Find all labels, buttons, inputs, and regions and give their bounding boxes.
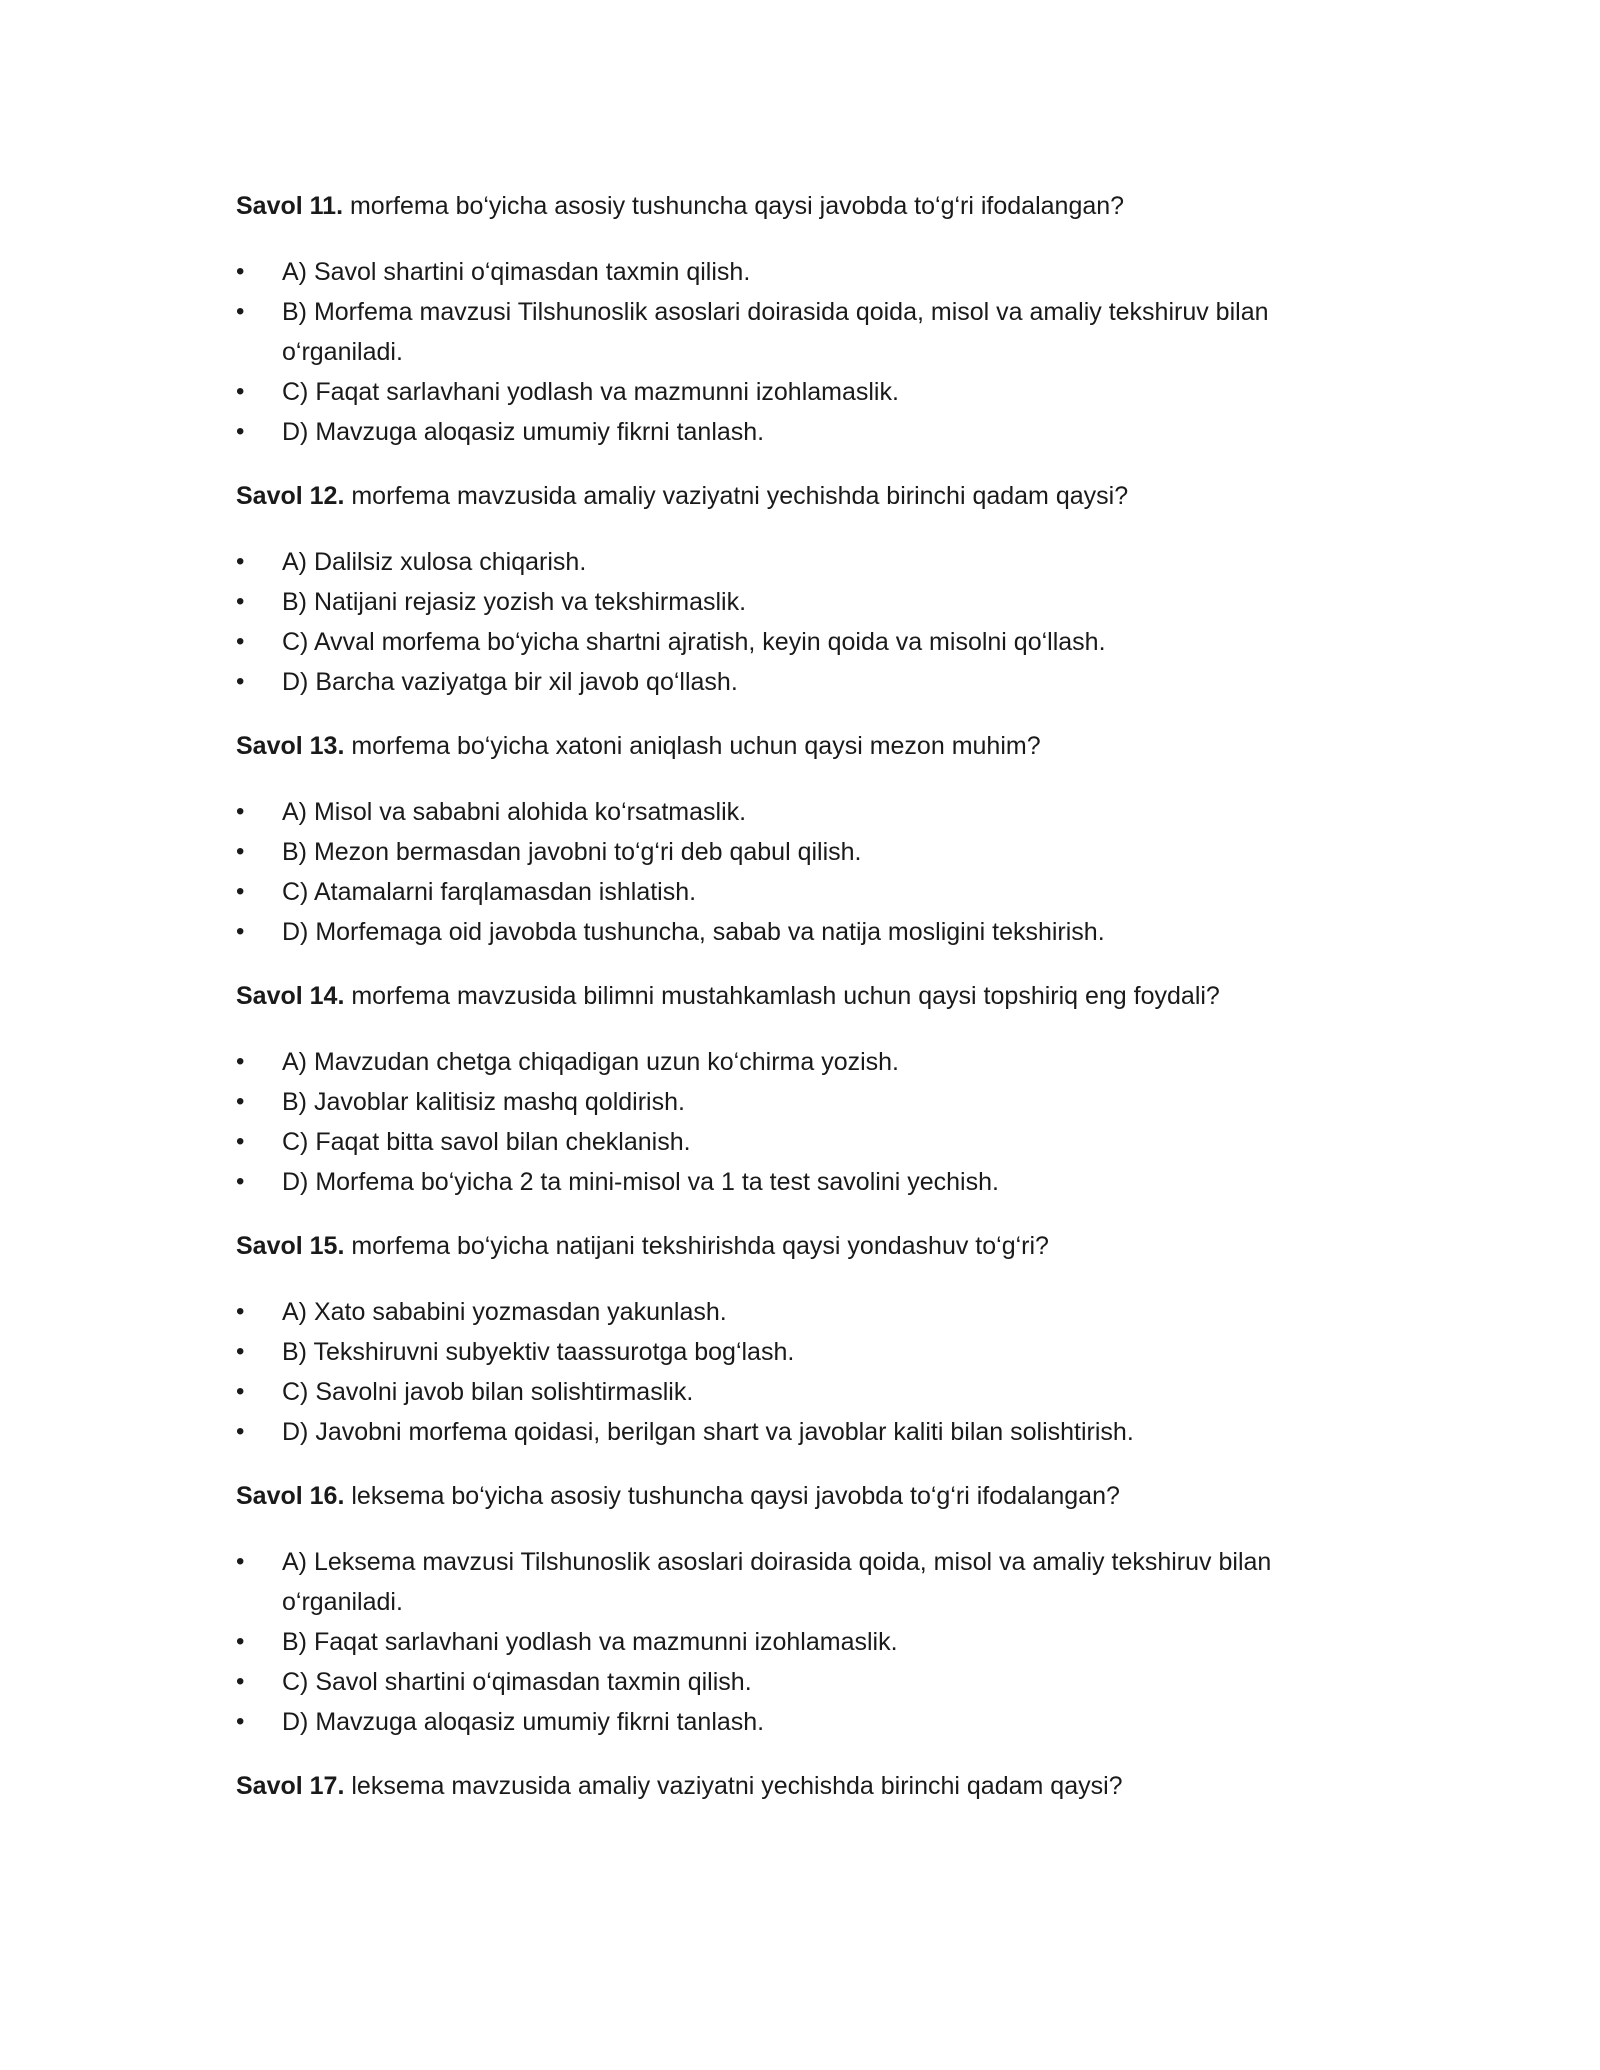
question-number: Savol 11. bbox=[236, 192, 344, 220]
answer-option-text: A) Xato sababini yozmasdan yakunlash. bbox=[282, 1298, 727, 1326]
answer-option-text: D) Mavzuga aloqasiz umumiy fikrni tanlash. bbox=[282, 418, 765, 446]
answer-option-text: A) Mavzudan chetga chiqadigan uzun ko‘chirma yozish. bbox=[282, 1048, 900, 1076]
answer-option-text: A) Misol va sababni alohida ko‘rsatmaslik. bbox=[282, 798, 747, 826]
answer-option bbox=[236, 1702, 1376, 1742]
answer-option-text: C) Faqat bitta savol bilan cheklanish. bbox=[282, 1128, 691, 1156]
answer-option-text: D) Barcha vaziyatga bir xil javob qo‘llash. bbox=[282, 668, 738, 696]
answer-option-text: D) Mavzuga aloqasiz umumiy fikrni tanlash. bbox=[282, 1708, 765, 1736]
answer-option-text: C) Faqat sarlavhani yodlash va mazmunni izohlamaslik. bbox=[282, 378, 899, 406]
answer-option-text: C) Savol shartini o‘qimasdan taxmin qilish. bbox=[282, 1668, 752, 1696]
answer-option bbox=[236, 252, 1376, 292]
answer-option bbox=[236, 912, 1376, 952]
answer-option bbox=[236, 792, 1376, 832]
answer-option bbox=[236, 1082, 1376, 1122]
bullet-icon: • bbox=[236, 628, 245, 655]
answer-options-list bbox=[236, 1292, 1376, 1452]
answer-option-text: B) Faqat sarlavhani yodlash va mazmunni izohlamaslik. bbox=[282, 1628, 898, 1656]
question-text: morfema bo‘yicha natijani tekshirishda qaysi yondashuv to‘g‘ri? bbox=[351, 1232, 1049, 1260]
document-page bbox=[236, 186, 1376, 1832]
answer-option-text: D) Javobni morfema qoidasi, berilgan shart va javoblar kaliti bilan solishtirish. bbox=[282, 1418, 1134, 1446]
answer-options-list bbox=[236, 792, 1376, 952]
answer-option bbox=[236, 372, 1376, 412]
answer-option-text: B) Tekshiruvni subyektiv taassurotga bog‘lash. bbox=[282, 1338, 795, 1366]
bullet-icon: • bbox=[236, 918, 245, 945]
bullet-icon: • bbox=[236, 838, 245, 865]
bullet-icon: • bbox=[236, 1708, 245, 1735]
bullet-icon: • bbox=[236, 1168, 245, 1195]
bullet-icon: • bbox=[236, 258, 245, 285]
bullet-icon: • bbox=[236, 1628, 245, 1655]
question-heading bbox=[236, 976, 1376, 1016]
bullet-icon: • bbox=[236, 1088, 245, 1115]
answer-option bbox=[236, 1162, 1376, 1202]
bullet-icon: • bbox=[236, 1128, 245, 1155]
question-number: Savol 14. bbox=[236, 982, 345, 1010]
answer-option bbox=[236, 1292, 1376, 1332]
answer-option bbox=[236, 622, 1376, 662]
answer-option-text: C) Atamalarni farqlamasdan ishlatish. bbox=[282, 878, 697, 906]
answer-option bbox=[236, 1622, 1376, 1662]
bullet-icon: • bbox=[236, 1338, 245, 1365]
answer-options-list bbox=[236, 252, 1376, 452]
question-heading bbox=[236, 1226, 1376, 1266]
question-heading bbox=[236, 726, 1376, 766]
question-text: leksema mavzusida amaliy vaziyatni yechishda birinchi qadam qaysi? bbox=[351, 1772, 1123, 1800]
question-number: Savol 16. bbox=[236, 1482, 345, 1510]
bullet-icon: • bbox=[236, 1298, 245, 1325]
question-text: morfema bo‘yicha xatoni aniqlash uchun qaysi mezon muhim? bbox=[351, 732, 1041, 760]
answer-option bbox=[236, 1372, 1376, 1412]
bullet-icon: • bbox=[236, 588, 245, 615]
bullet-icon: • bbox=[236, 798, 245, 825]
answer-option bbox=[236, 582, 1376, 622]
answer-option bbox=[236, 1122, 1376, 1162]
answer-option bbox=[236, 1042, 1376, 1082]
bullet-icon: • bbox=[236, 668, 245, 695]
answer-option-text: B) Mezon bermasdan javobni to‘g‘ri deb qabul qilish. bbox=[282, 838, 862, 866]
question-heading bbox=[236, 1476, 1376, 1516]
bullet-icon: • bbox=[236, 1378, 245, 1405]
question-text: morfema mavzusida amaliy vaziyatni yechishda birinchi qadam qaysi? bbox=[351, 482, 1129, 510]
question-heading bbox=[236, 186, 1376, 226]
answer-option-text: A) Dalilsiz xulosa chiqarish. bbox=[282, 548, 587, 576]
question-number: Savol 17. bbox=[236, 1772, 345, 1800]
answer-options-list bbox=[236, 1042, 1376, 1202]
bullet-icon: • bbox=[236, 1418, 245, 1445]
answer-option bbox=[236, 1542, 1376, 1622]
bullet-icon: • bbox=[236, 418, 245, 445]
question-number: Savol 13. bbox=[236, 732, 345, 760]
question-heading bbox=[236, 476, 1376, 516]
answer-option-text: B) Javoblar kalitisiz mashq qoldirish. bbox=[282, 1088, 685, 1116]
answer-option bbox=[236, 872, 1376, 912]
answer-option-text: B) Morfema mavzusi Tilshunoslik asoslari doirasida qoida, misol va amaliy tekshiruv bilan o‘rganiladi. bbox=[282, 298, 1269, 366]
answer-option bbox=[236, 1662, 1376, 1702]
bullet-icon: • bbox=[236, 878, 245, 905]
answer-option-text: B) Natijani rejasiz yozish va tekshirmaslik. bbox=[282, 588, 747, 616]
answer-option-text: A) Savol shartini o‘qimasdan taxmin qilish. bbox=[282, 258, 751, 286]
answer-option bbox=[236, 1412, 1376, 1452]
question-text: morfema mavzusida bilimni mustahkamlash uchun qaysi topshiriq eng foydali? bbox=[351, 982, 1220, 1010]
question-number: Savol 15. bbox=[236, 1232, 345, 1260]
answer-options-list bbox=[236, 542, 1376, 702]
bullet-icon: • bbox=[236, 1668, 245, 1695]
bullet-icon: • bbox=[236, 548, 245, 575]
bullet-icon: • bbox=[236, 298, 245, 325]
answer-options-list bbox=[236, 1542, 1376, 1742]
question-text: leksema bo‘yicha asosiy tushuncha qaysi javobda to‘g‘ri ifodalangan? bbox=[351, 1482, 1120, 1510]
answer-option-text: D) Morfema bo‘yicha 2 ta mini-misol va 1 ta test savolini yechish. bbox=[282, 1168, 999, 1196]
answer-option bbox=[236, 832, 1376, 872]
answer-option bbox=[236, 542, 1376, 582]
bullet-icon: • bbox=[236, 1048, 245, 1075]
answer-option-text: A) Leksema mavzusi Tilshunoslik asoslari doirasida qoida, misol va amaliy tekshiruv bilan o‘rganiladi. bbox=[282, 1548, 1272, 1616]
answer-option bbox=[236, 662, 1376, 702]
answer-option-text: D) Morfemaga oid javobda tushuncha, sabab va natija mosligini tekshirish. bbox=[282, 918, 1105, 946]
bullet-icon: • bbox=[236, 378, 245, 405]
answer-option bbox=[236, 1332, 1376, 1372]
answer-option bbox=[236, 412, 1376, 452]
answer-option-text: C) Avval morfema bo‘yicha shartni ajratish, keyin qoida va misolni qo‘llash. bbox=[282, 628, 1106, 656]
answer-option-text: C) Savolni javob bilan solishtirmaslik. bbox=[282, 1378, 694, 1406]
answer-option bbox=[236, 292, 1376, 372]
question-heading bbox=[236, 1766, 1376, 1806]
bullet-icon: • bbox=[236, 1548, 245, 1575]
question-text: morfema bo‘yicha asosiy tushuncha qaysi javobda to‘g‘ri ifodalangan? bbox=[349, 192, 1125, 220]
question-number: Savol 12. bbox=[236, 482, 345, 510]
